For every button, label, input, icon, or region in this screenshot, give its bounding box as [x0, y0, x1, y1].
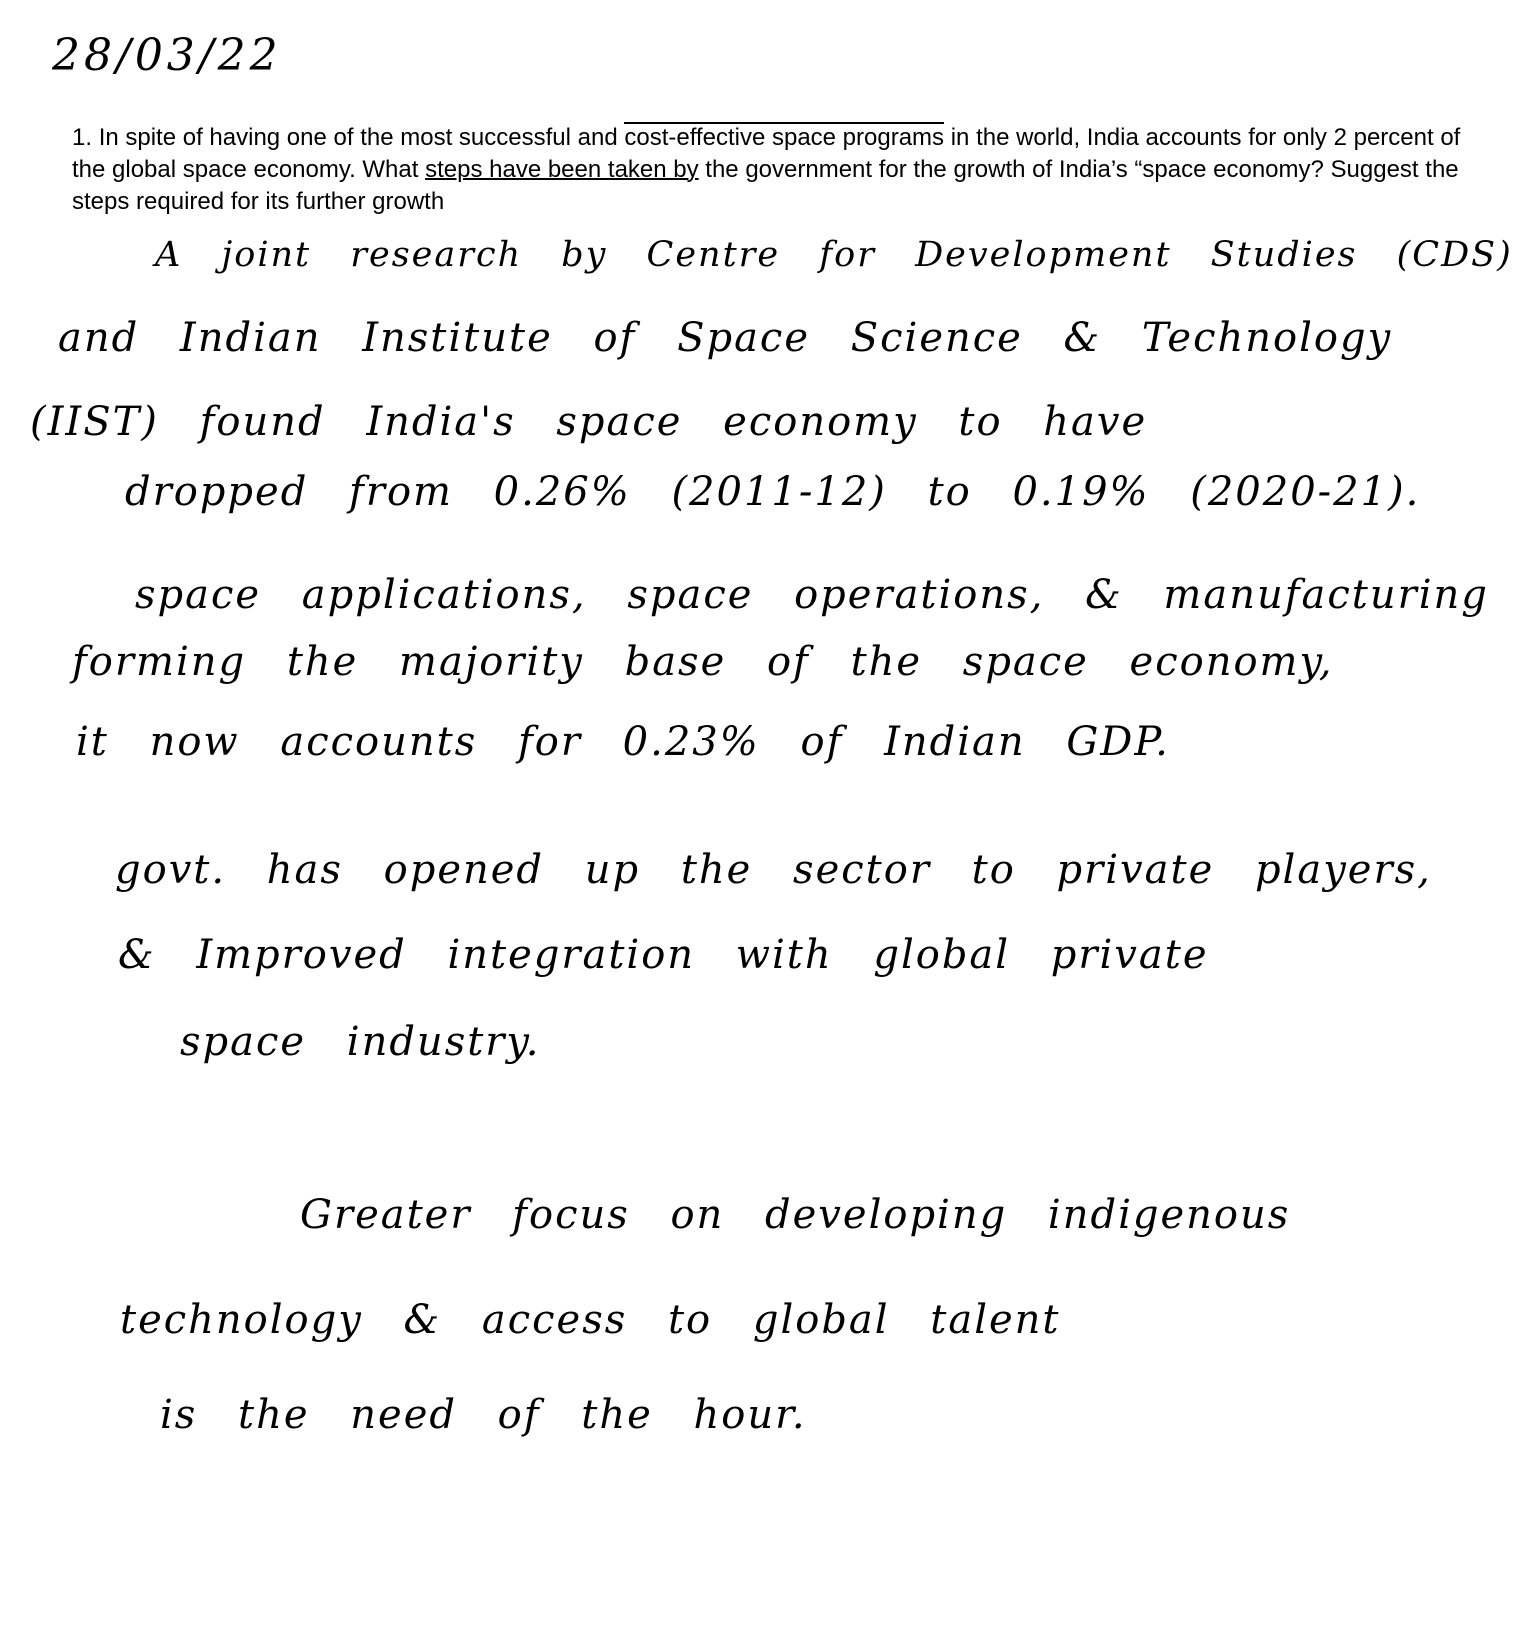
- answer-line: Greater focus on developing indigenous: [300, 1192, 1291, 1238]
- answer-line: space industry.: [180, 1019, 541, 1065]
- question-underlined-2: steps have been taken by: [425, 156, 699, 183]
- answer-line: space applications, space operations, & manufacturing: [135, 572, 1489, 618]
- question-number: 1.: [72, 124, 93, 151]
- answer-line: & Improved integration with global private: [118, 932, 1209, 978]
- question-text-part2: in the world, India accounts for only 2 percent of the global space economy. What: [72, 124, 1461, 183]
- answer-line: forming the majority base of the space economy,: [72, 639, 1334, 685]
- date: 28/03/22: [52, 30, 282, 81]
- question-underlined-1: cost-effective space programs: [624, 124, 945, 151]
- answer-line: govt. has opened up the sector to private players,: [115, 847, 1432, 893]
- question-text-part1: In spite of having one of the most successful and: [98, 124, 625, 151]
- answer-line: A joint research by Centre for Development Studies (CDS): [155, 235, 1513, 275]
- answer-line: is the need of the hour.: [160, 1392, 807, 1438]
- answer-line: and Indian Institute of Space Science & Technology: [58, 315, 1393, 361]
- answer-line: it now accounts for 0.23% of Indian GDP.: [76, 719, 1170, 765]
- answer-line: dropped from 0.26% (2011-12) to 0.19% (2020-21).: [125, 469, 1421, 515]
- question-text: [72, 122, 1492, 218]
- answer-line: technology & access to global talent: [120, 1297, 1061, 1343]
- question-text-part3: the government for the growth of India’s “space economy? Suggest the steps required for its further growth: [72, 156, 1459, 215]
- answer-line: (IIST) found India's space economy to have: [30, 399, 1148, 445]
